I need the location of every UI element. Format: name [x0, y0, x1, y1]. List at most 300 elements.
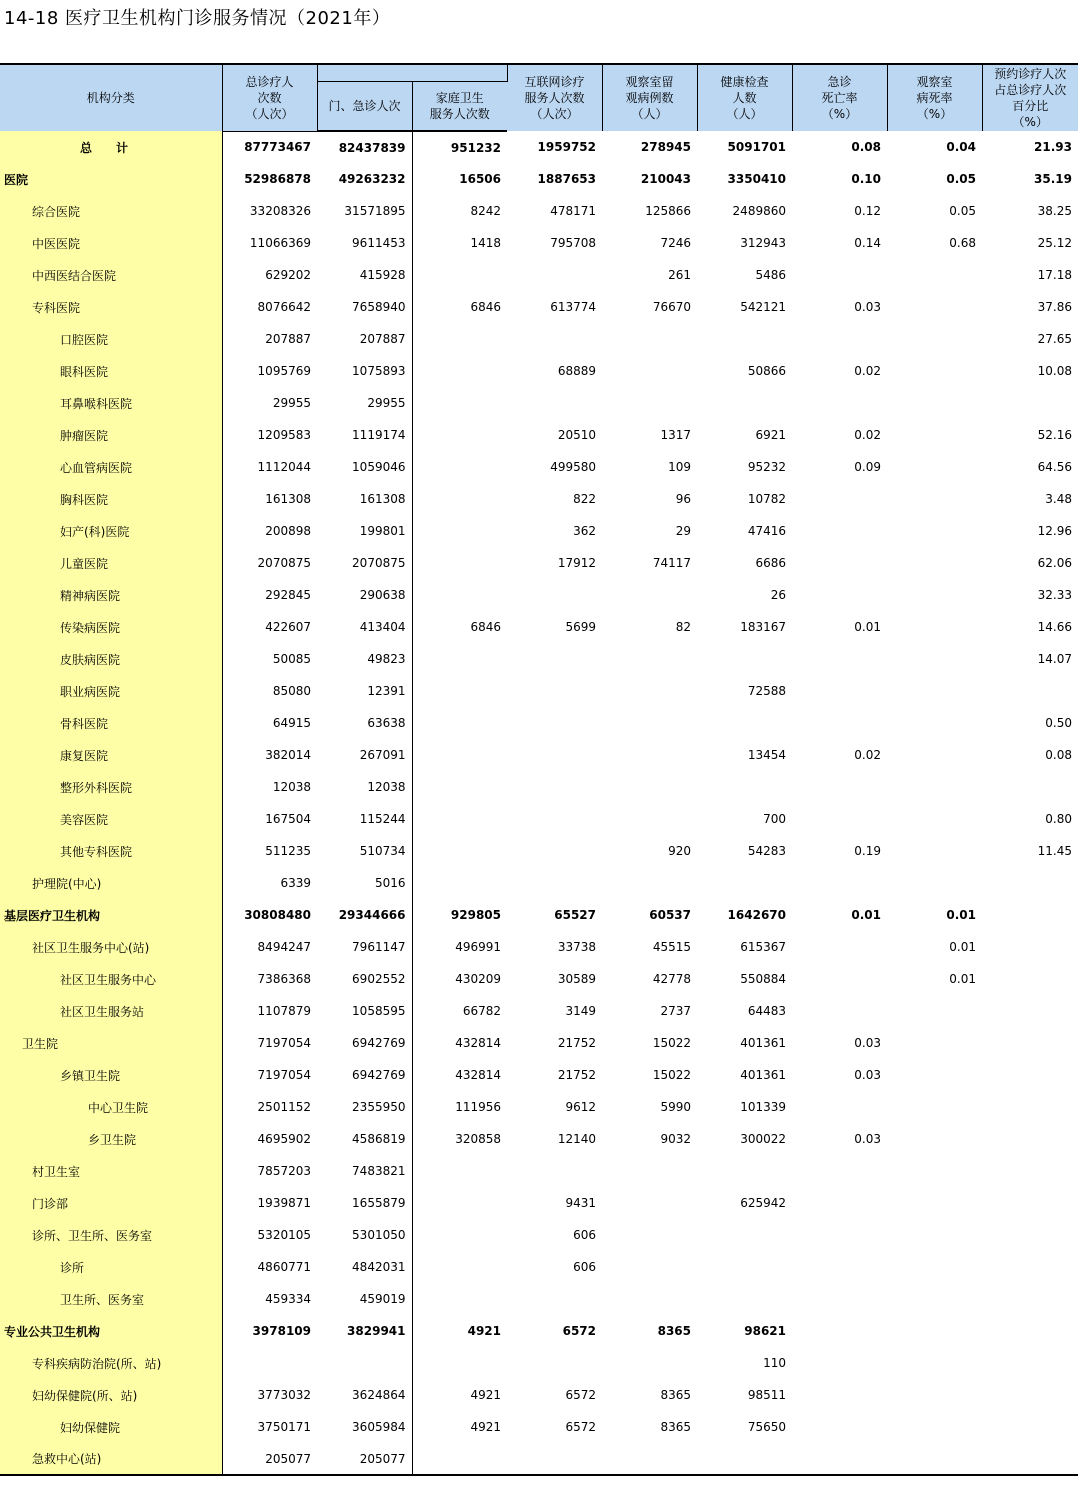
- cell-observation-death: [887, 1379, 982, 1411]
- row-label: 总计: [0, 131, 222, 163]
- row-label: 其他专科医院: [0, 835, 222, 867]
- row-label: 社区卫生服务中心(站): [0, 931, 222, 963]
- cell-family: 496991: [455, 940, 501, 954]
- cell-appointment: 10.08: [1037, 364, 1072, 378]
- cell-observation-death: [887, 1187, 982, 1219]
- cell-observation-death: [887, 451, 982, 483]
- cell-observation: 9032: [660, 1132, 691, 1146]
- table-row: [0, 355, 1078, 387]
- table-row: [0, 291, 1078, 323]
- cell-family: 6846: [470, 300, 501, 314]
- cell-emergency-death: 0.01: [851, 908, 881, 922]
- table-row: [0, 131, 1078, 163]
- cell-emergency-death: 0.03: [854, 1036, 881, 1050]
- cell-appointment: [982, 1155, 1078, 1187]
- cell-emergency-death: [792, 963, 887, 995]
- cell-emergency-death: [792, 931, 887, 963]
- cell-observation-death: [887, 739, 982, 771]
- cell-observation-death: [887, 547, 982, 579]
- cell-outpatient: 413404: [317, 611, 412, 643]
- cell-total: 33208326: [249, 204, 311, 218]
- cell-total: 87773467: [244, 140, 311, 155]
- header-internet: 互联网诊疗 服务人次数 （人次）: [507, 64, 602, 131]
- table-header: [0, 64, 1078, 131]
- cell-outpatient: 6942769: [317, 1059, 412, 1091]
- cell-checkup: 54283: [747, 844, 786, 858]
- cell-family: [412, 771, 507, 803]
- cell-family: [412, 1251, 507, 1283]
- table-row: [0, 803, 1078, 835]
- cell-appointment: [982, 1219, 1078, 1251]
- cell-outpatient: 1119174: [317, 419, 412, 451]
- cell-checkup: 47416: [747, 524, 786, 538]
- cell-internet: [507, 259, 602, 291]
- cell-emergency-death: [792, 579, 887, 611]
- cell-emergency-death: 0.12: [854, 204, 881, 218]
- cell-appointment: [982, 899, 1078, 931]
- cell-observation: 74117: [652, 556, 691, 570]
- cell-internet: [507, 803, 602, 835]
- cell-total: 207887: [265, 332, 311, 346]
- cell-family: 8242: [470, 204, 501, 218]
- cell-outpatient: 510734: [317, 835, 412, 867]
- cell-family: [412, 547, 507, 579]
- cell-internet: 20510: [557, 428, 596, 442]
- cell-outpatient: 3605984: [317, 1411, 412, 1443]
- cell-emergency-death: [792, 675, 887, 707]
- cell-outpatient: 9611453: [317, 227, 412, 259]
- cell-checkup: 542121: [740, 300, 786, 314]
- cell-emergency-death: 0.08: [851, 140, 881, 154]
- cell-family: [412, 355, 507, 387]
- table-body: [0, 131, 1078, 1475]
- row-label: 专科疾病防治院(所、站): [0, 1347, 222, 1379]
- cell-emergency-death: [792, 1379, 887, 1411]
- table-row: [0, 483, 1078, 515]
- cell-observation-death: [887, 867, 982, 899]
- cell-family: [412, 483, 507, 515]
- cell-internet: 12140: [557, 1132, 596, 1146]
- cell-emergency-death: [792, 515, 887, 547]
- row-label: 精神病医院: [0, 579, 222, 611]
- cell-checkup: 98511: [747, 1388, 786, 1402]
- cell-observation-death: [887, 1443, 982, 1475]
- cell-total: 12038: [272, 780, 311, 794]
- cell-internet: 30589: [557, 972, 596, 986]
- cell-emergency-death: 0.01: [854, 620, 881, 634]
- cell-family: [412, 1187, 507, 1219]
- cell-outpatient: 415928: [317, 259, 412, 291]
- cell-appointment: 12.96: [1037, 524, 1072, 538]
- cell-checkup: 6686: [755, 556, 786, 570]
- cell-observation: 125866: [645, 204, 691, 218]
- cell-appointment: 38.25: [1037, 204, 1072, 218]
- cell-family: [412, 1347, 507, 1379]
- cell-total: 3773032: [257, 1388, 311, 1402]
- cell-emergency-death: [792, 1187, 887, 1219]
- row-label: 村卫生室: [0, 1155, 222, 1187]
- cell-appointment: 11.45: [1037, 844, 1072, 858]
- cell-internet: 478171: [550, 204, 596, 218]
- cell-internet: 613774: [550, 300, 596, 314]
- cell-internet: 362: [573, 524, 596, 538]
- row-label: 肿瘤医院: [0, 419, 222, 451]
- table-row: [0, 771, 1078, 803]
- table-row: [0, 163, 1078, 195]
- cell-appointment: [982, 963, 1078, 995]
- cell-checkup: 401361: [740, 1036, 786, 1050]
- table-row: [0, 707, 1078, 739]
- cell-family: 430209: [455, 972, 501, 986]
- cell-family: [412, 675, 507, 707]
- cell-outpatient: 115244: [317, 803, 412, 835]
- cell-family: 111956: [455, 1100, 501, 1114]
- cell-internet: [507, 579, 602, 611]
- cell-appointment: 52.16: [1037, 428, 1072, 442]
- cell-outpatient: 49263232: [317, 163, 412, 195]
- row-label: 基层医疗卫生机构: [0, 899, 222, 931]
- row-label: 传染病医院: [0, 611, 222, 643]
- cell-emergency-death: [792, 1443, 887, 1475]
- cell-checkup: 1642670: [727, 908, 786, 922]
- cell-internet: [507, 739, 602, 771]
- cell-observation: 82: [675, 620, 691, 634]
- cell-family: 432814: [455, 1068, 501, 1082]
- cell-outpatient: 2355950: [317, 1091, 412, 1123]
- cell-total: 7197054: [257, 1036, 311, 1050]
- cell-family: [412, 835, 507, 867]
- table-row: [0, 867, 1078, 899]
- cell-observation-death: [887, 803, 982, 835]
- cell-internet: [507, 643, 602, 675]
- cell-total: 3750171: [257, 1420, 311, 1434]
- cell-checkup: [697, 1251, 792, 1283]
- table-row: [0, 1027, 1078, 1059]
- cell-observation: 5990: [660, 1100, 691, 1114]
- cell-observation: [602, 771, 697, 803]
- cell-total: 8076642: [257, 300, 311, 314]
- cell-observation-death: [887, 419, 982, 451]
- cell-outpatient: 12391: [317, 675, 412, 707]
- cell-appointment: [982, 1027, 1078, 1059]
- table-row: [0, 1283, 1078, 1315]
- cell-observation: [602, 579, 697, 611]
- cell-internet: 68889: [557, 364, 596, 378]
- cell-emergency-death: [792, 1347, 887, 1379]
- cell-total: 64915: [272, 716, 311, 730]
- cell-outpatient: 6942769: [317, 1027, 412, 1059]
- cell-observation: [602, 643, 697, 675]
- cell-total: 7857203: [257, 1164, 311, 1178]
- table-row: [0, 1123, 1078, 1155]
- table-row: [0, 1219, 1078, 1251]
- cell-observation: [602, 867, 697, 899]
- cell-emergency-death: [792, 1251, 887, 1283]
- cell-emergency-death: [792, 803, 887, 835]
- cell-outpatient: 63638: [317, 707, 412, 739]
- cell-observation: [602, 803, 697, 835]
- cell-checkup: 98621: [744, 1324, 786, 1338]
- cell-checkup: 5486: [755, 268, 786, 282]
- cell-outpatient: 1075893: [317, 355, 412, 387]
- row-label: 康复医院: [0, 739, 222, 771]
- cell-checkup: [697, 643, 792, 675]
- cell-observation-death: 0.68: [949, 236, 976, 250]
- cell-internet: 21752: [557, 1036, 596, 1050]
- cell-emergency-death: [792, 1283, 887, 1315]
- cell-appointment: 37.86: [1037, 300, 1072, 314]
- header-appointment: 预约诊疗人次 占总诊疗人次 百分比 （%）: [982, 64, 1078, 131]
- cell-outpatient: 82437839: [317, 131, 412, 163]
- cell-emergency-death: [792, 547, 887, 579]
- cell-outpatient: 12038: [317, 771, 412, 803]
- cell-family: 16506: [459, 172, 501, 186]
- header-total-visits: 总诊疗人 次数 （人次）: [222, 64, 317, 131]
- cell-outpatient: 29344666: [317, 899, 412, 931]
- cell-family: 951232: [450, 140, 501, 155]
- cell-emergency-death: [792, 323, 887, 355]
- cell-checkup: [697, 1155, 792, 1187]
- table-row: [0, 899, 1078, 931]
- table-row: [0, 579, 1078, 611]
- table-row: [0, 323, 1078, 355]
- row-label: 护理院(中心): [0, 867, 222, 899]
- cell-observation: 1317: [660, 428, 691, 442]
- cell-total: 7197054: [257, 1068, 311, 1082]
- cell-outpatient: 1655879: [317, 1187, 412, 1219]
- row-label: 卫生所、医务室: [0, 1283, 222, 1315]
- cell-observation: [602, 323, 697, 355]
- cell-emergency-death: 0.03: [854, 1068, 881, 1082]
- cell-observation: 96: [675, 492, 691, 506]
- table-row: [0, 643, 1078, 675]
- cell-observation-death: [887, 1347, 982, 1379]
- cell-internet: 5699: [565, 620, 596, 634]
- cell-checkup: 300022: [740, 1132, 786, 1146]
- cell-appointment: 0.50: [1045, 716, 1072, 730]
- cell-checkup: 615367: [740, 940, 786, 954]
- cell-total: 459334: [265, 1292, 311, 1306]
- cell-checkup: [697, 707, 792, 739]
- cell-observation: 210043: [640, 172, 691, 186]
- cell-checkup: 10782: [747, 492, 786, 506]
- cell-observation-death: 0.01: [946, 908, 976, 922]
- cell-observation-death: [887, 387, 982, 419]
- cell-emergency-death: 0.02: [854, 428, 881, 442]
- cell-outpatient: 49823: [317, 643, 412, 675]
- cell-appointment: [982, 1347, 1078, 1379]
- row-label: 口腔医院: [0, 323, 222, 355]
- cell-emergency-death: [792, 995, 887, 1027]
- cell-outpatient: 6902552: [317, 963, 412, 995]
- cell-observation: 261: [668, 268, 691, 282]
- cell-appointment: [982, 1283, 1078, 1315]
- table-row: [0, 227, 1078, 259]
- cell-outpatient: 3829941: [317, 1315, 412, 1347]
- cell-appointment: [982, 1123, 1078, 1155]
- row-label: 职业病医院: [0, 675, 222, 707]
- cell-checkup: 550884: [740, 972, 786, 986]
- cell-observation-death: [887, 355, 982, 387]
- cell-observation-death: 0.01: [949, 972, 976, 986]
- cell-emergency-death: 0.19: [854, 844, 881, 858]
- cell-observation-death: [887, 323, 982, 355]
- cell-emergency-death: [792, 1315, 887, 1347]
- cell-outpatient: 459019: [317, 1283, 412, 1315]
- cell-total: 85080: [272, 684, 311, 698]
- cell-internet: [507, 867, 602, 899]
- row-label: 骨科医院: [0, 707, 222, 739]
- cell-family: [412, 515, 507, 547]
- cell-appointment: 25.12: [1037, 236, 1072, 250]
- cell-appointment: 0.08: [1045, 748, 1072, 762]
- row-label: 乡镇卫生院: [0, 1059, 222, 1091]
- cell-observation-death: 0.05: [946, 172, 976, 186]
- row-label: 卫生院: [0, 1027, 222, 1059]
- cell-family: 4921: [470, 1420, 501, 1434]
- cell-internet: 3149: [565, 1004, 596, 1018]
- table-row: [0, 931, 1078, 963]
- cell-appointment: 14.07: [1037, 652, 1072, 666]
- cell-observation: [602, 387, 697, 419]
- cell-emergency-death: 0.03: [854, 300, 881, 314]
- cell-appointment: [982, 931, 1078, 963]
- table-row: [0, 739, 1078, 771]
- cell-observation: 920: [668, 844, 691, 858]
- cell-checkup: [697, 771, 792, 803]
- table-row: [0, 1187, 1078, 1219]
- table-row: [0, 963, 1078, 995]
- cell-outpatient: [317, 1347, 412, 1379]
- cell-outpatient: 7961147: [317, 931, 412, 963]
- row-label: 心血管病医院: [0, 451, 222, 483]
- row-label: 耳鼻喉科医院: [0, 387, 222, 419]
- cell-total: 1095769: [257, 364, 311, 378]
- cell-internet: 6572: [565, 1420, 596, 1434]
- cell-observation: [602, 1443, 697, 1475]
- cell-observation: 278945: [640, 140, 691, 154]
- table-row: [0, 1411, 1078, 1443]
- cell-family: [412, 707, 507, 739]
- table-row: [0, 1347, 1078, 1379]
- header-checkup: 健康检查 人数 （人）: [697, 64, 792, 131]
- cell-appointment: [982, 1091, 1078, 1123]
- cell-observation: 76670: [652, 300, 691, 314]
- cell-checkup: [697, 1283, 792, 1315]
- cell-outpatient: 29955: [317, 387, 412, 419]
- cell-outpatient: 1058595: [317, 995, 412, 1027]
- cell-emergency-death: 0.10: [851, 172, 881, 186]
- cell-checkup: 75650: [747, 1420, 786, 1434]
- cell-observation-death: [887, 1123, 982, 1155]
- cell-internet: 6572: [565, 1388, 596, 1402]
- cell-appointment: [982, 995, 1078, 1027]
- cell-checkup: 6921: [755, 428, 786, 442]
- cell-checkup: 72588: [747, 684, 786, 698]
- table-row: [0, 1059, 1078, 1091]
- cell-family: [412, 1155, 507, 1187]
- cell-observation: 29: [675, 524, 691, 538]
- cell-internet: [507, 771, 602, 803]
- cell-outpatient: 7658940: [317, 291, 412, 323]
- row-label: 乡卫生院: [0, 1123, 222, 1155]
- cell-observation-death: [887, 611, 982, 643]
- cell-total: 30808480: [244, 908, 311, 922]
- cell-checkup: 110: [763, 1356, 786, 1370]
- header-emergency-death: 急诊 死亡率 （%）: [792, 64, 887, 131]
- cell-internet: 33738: [557, 940, 596, 954]
- cell-outpatient: 267091: [317, 739, 412, 771]
- cell-emergency-death: 0.02: [854, 364, 881, 378]
- row-label: 综合医院: [0, 195, 222, 227]
- cell-total: 2070875: [257, 556, 311, 570]
- cell-observation: [602, 1347, 697, 1379]
- cell-observation-death: [887, 1251, 982, 1283]
- row-label: 专科医院: [0, 291, 222, 323]
- cell-total: 629202: [265, 268, 311, 282]
- cell-checkup: 625942: [740, 1196, 786, 1210]
- row-label: 诊所、卫生所、医务室: [0, 1219, 222, 1251]
- table-row: [0, 515, 1078, 547]
- cell-outpatient: 2070875: [317, 547, 412, 579]
- cell-family: 929805: [450, 908, 501, 922]
- outpatient-service-table: [0, 63, 1078, 1476]
- cell-observation: [602, 1155, 697, 1187]
- cell-observation: 7246: [660, 236, 691, 250]
- cell-observation-death: [887, 1411, 982, 1443]
- row-label: 胸科医院: [0, 483, 222, 515]
- header-outpatient: 门、急诊人次: [317, 81, 412, 131]
- cell-internet: 9431: [565, 1196, 596, 1210]
- cell-observation: 45515: [652, 940, 691, 954]
- cell-internet: [507, 1283, 602, 1315]
- row-label: 整形外科医院: [0, 771, 222, 803]
- cell-appointment: [982, 1251, 1078, 1283]
- row-label: 专业公共卫生机构: [0, 1315, 222, 1347]
- cell-outpatient: 199801: [317, 515, 412, 547]
- cell-internet: [507, 675, 602, 707]
- cell-emergency-death: 0.14: [854, 236, 881, 250]
- cell-appointment: 27.65: [1037, 332, 1072, 346]
- cell-observation-death: [887, 1027, 982, 1059]
- cell-internet: 499580: [550, 460, 596, 474]
- cell-observation: 109: [668, 460, 691, 474]
- cell-observation: 8365: [660, 1420, 691, 1434]
- cell-internet: [507, 1443, 602, 1475]
- cell-internet: [507, 707, 602, 739]
- cell-total: 382014: [265, 748, 311, 762]
- cell-family: 320858: [455, 1132, 501, 1146]
- row-label: 儿童医院: [0, 547, 222, 579]
- cell-total: 4695902: [257, 1132, 311, 1146]
- row-label: 妇产(科)医院: [0, 515, 222, 547]
- cell-appointment: 21.93: [1034, 140, 1072, 154]
- cell-family: [412, 323, 507, 355]
- row-label: 社区卫生服务站: [0, 995, 222, 1027]
- cell-family: [412, 739, 507, 771]
- row-label: 美容医院: [0, 803, 222, 835]
- cell-total: 1939871: [257, 1196, 311, 1210]
- cell-internet: 1959752: [537, 140, 596, 154]
- cell-observation-death: [887, 835, 982, 867]
- cell-family: [412, 387, 507, 419]
- cell-outpatient: 207887: [317, 323, 412, 355]
- cell-appointment: 32.33: [1037, 588, 1072, 602]
- cell-total: 1107879: [257, 1004, 311, 1018]
- cell-internet: 1887653: [537, 172, 596, 186]
- cell-family: [412, 643, 507, 675]
- table-row: [0, 259, 1078, 291]
